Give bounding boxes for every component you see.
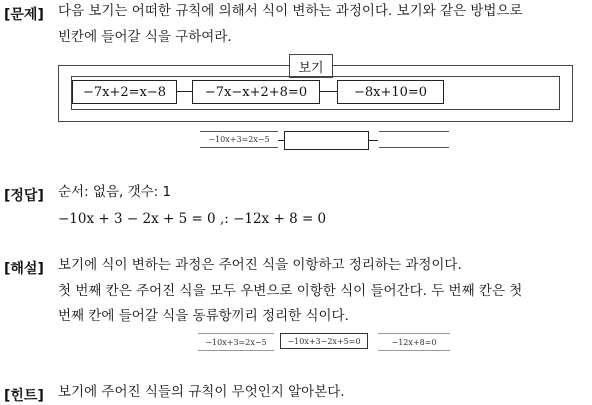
example-connector-2 — [319, 91, 337, 92]
example-box-1: −7x+2=x−8 — [72, 80, 177, 104]
question-connector-2 — [368, 140, 378, 141]
problem-label: [문제] — [4, 7, 44, 23]
question-underline — [200, 147, 278, 148]
explanation-box-3: −12x+8=0 — [378, 333, 450, 351]
question-blank-underline[interactable] — [379, 147, 449, 148]
explanation-line2: 첫 번째 칸은 주어진 식을 모두 우변으로 이항한 식이 들어간다. 두 번째 칸은 첫 — [58, 283, 523, 299]
explanation-line3: 번째 칸에 들어갈 식을 동류항끼리 정리한 식이다. — [58, 308, 349, 324]
answer-order-count: 순서: 없음, 갯수: 1 — [58, 184, 172, 200]
hint-text: 보기에 주어진 식들의 규칙이 무엇인지 알아본다. — [58, 384, 345, 400]
problem-text-line1: 다음 보기는 어떠한 규칙에 의해서 식이 변하는 과정이다. 보기와 같은 방법으로 — [58, 3, 523, 19]
hint-label: [힌트] — [4, 388, 44, 404]
explanation-label: [해설] — [4, 261, 44, 277]
explanation-box-2: −10x+3−2x+5=0 — [280, 333, 368, 349]
example-connector-1 — [176, 91, 192, 92]
example-box-3: −8x+10=0 — [337, 80, 444, 104]
question-blank-box[interactable] — [284, 131, 369, 150]
question-blank-overline — [379, 131, 449, 132]
example-box-2: −7x−x+2+8=0 — [192, 80, 320, 104]
problem-text-line2: 빈칸에 들어갈 식을 구하여라. — [58, 29, 232, 45]
explanation-box-1: −10x+3=2x−5 — [198, 333, 274, 351]
explanation-line1: 보기에 식이 변하는 과정은 주어진 식을 이항하고 정리하는 과정이다. — [58, 257, 462, 273]
question-overline — [200, 131, 278, 132]
question-first-expression: −10x+3=2x−5 — [208, 135, 270, 144]
answer-expression: −10x + 3 − 2x + 5 = 0 ,: −12x + 8 = 0 — [58, 211, 327, 227]
example-title: 보기 — [289, 54, 333, 78]
answer-label: [정답] — [4, 188, 44, 204]
